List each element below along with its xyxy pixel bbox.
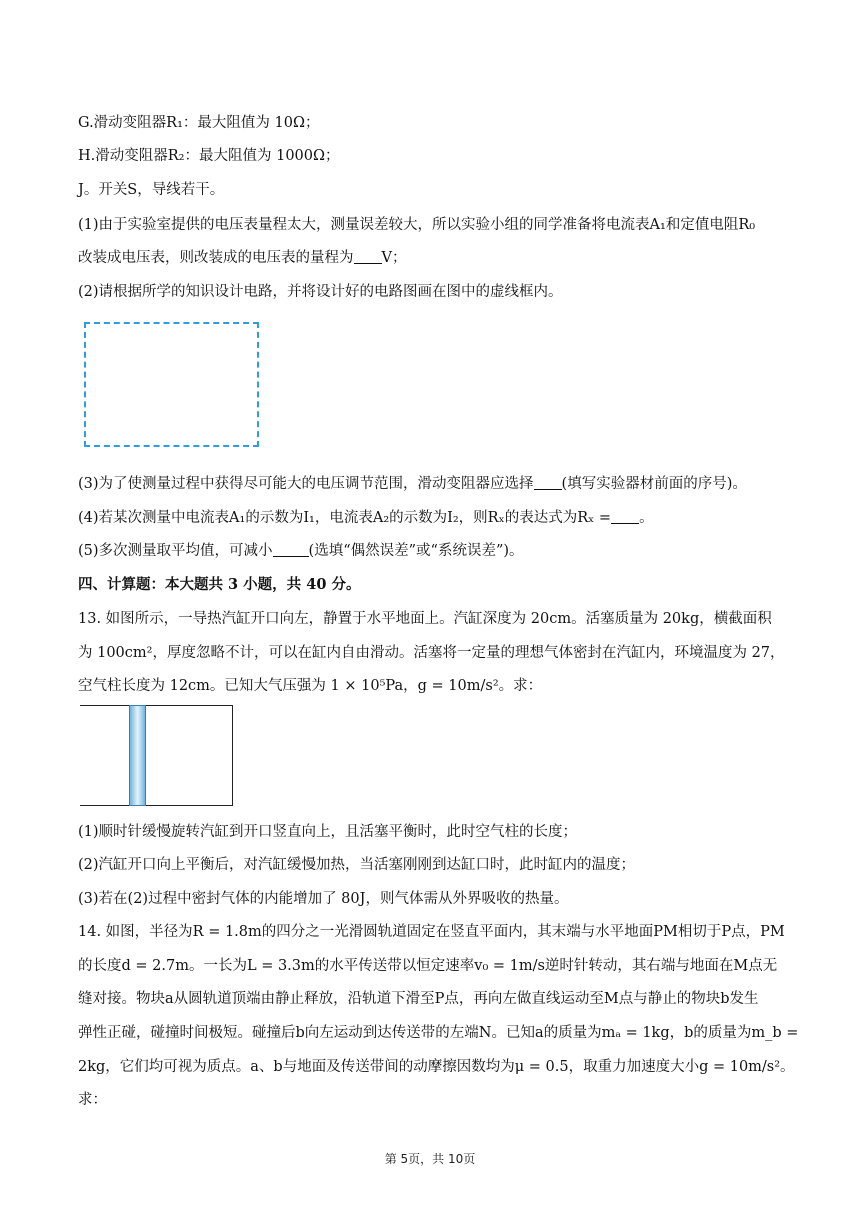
p13-q3: (3)若在(2)过程中密封气体的内能增加了 80J，则气体需从外界吸收的热量。 bbox=[78, 891, 569, 907]
answer-blank bbox=[534, 475, 562, 490]
p14-line-4: 弹性正碰，碰撞时间极短。碰撞后b向左运动到达传送带的左端N。已知a的质量为mₐ = 1kg，b的质量为m_b = bbox=[78, 1025, 799, 1041]
piston-figure bbox=[129, 705, 146, 806]
p13-line-1: 13. 如图所示，一导热汽缸开口向左，静置于水平地面上。汽缸深度为 20cm。活塞质量为 20kg，横截面积 bbox=[78, 611, 772, 627]
q1-line-1: (1)由于实验室提供的电压表量程太大，测量误差较大，所以实验小组的同学准备将电流表A₁和定值电阻R₀ bbox=[78, 217, 756, 233]
page-footer: 第 5页，共 10页 bbox=[384, 1152, 476, 1166]
p13-line-3: 空气柱长度为 12cm。已知大气压强为 1 × 10⁵Pa，g = 10m/s²。求： bbox=[78, 678, 543, 694]
answer-blank bbox=[354, 249, 382, 264]
p14-line-3: 缝对接。物块a从圆轨道顶端由静止释放，沿轨道下滑至P点，再向左做直线运动至M点与静止的物块b发生 bbox=[78, 991, 759, 1007]
q3-note: (填写实验器材前面的序号)。 bbox=[561, 476, 747, 492]
item-g: G.滑动变阻器R₁：最大阻值为 10Ω； bbox=[78, 115, 320, 131]
answer-blank bbox=[611, 509, 639, 524]
cylinder-figure bbox=[80, 705, 233, 806]
p13-q2: (2)汽缸开口向上平衡后，对汽缸缓慢加热，当活塞刚刚到达缸口时，此时缸内的温度； bbox=[78, 857, 636, 873]
p14-line-6: 求： bbox=[78, 1092, 107, 1108]
q4-text: (4)若某次测量中电流表A₁的示数为I₁，电流表A₂的示数为I₂，则Rₓ的表达式为Rₓ = bbox=[78, 510, 612, 526]
p13-q1: (1)顺时针缓慢旋转汽缸到开口竖直向上，且活塞平衡时，此时空气柱的长度； bbox=[78, 824, 578, 840]
q3-line bbox=[78, 474, 747, 494]
item-h: H.滑动变阻器R₂：最大阻值为 1000Ω； bbox=[78, 148, 340, 164]
q3-text: (3)为了使测量过程中获得尽可能大的电压调节范围，滑动变阻器应选择 bbox=[78, 476, 534, 492]
q5-note: (选填“偶然误差”或“系统误差”)。 bbox=[308, 543, 524, 559]
section-heading: 四、计算题：本大题共 3 小题，共 40 分。 bbox=[78, 576, 361, 593]
q1-line-2 bbox=[78, 248, 406, 268]
item-j: J。开关S，导线若干。 bbox=[78, 182, 225, 198]
q4-end: 。 bbox=[639, 510, 654, 526]
p13-line-2: 为 100cm²，厚度忽略不计，可以在缸内自由滑动。活塞将一定量的理想气体密封在汽缸内，环境温度为 27， bbox=[78, 645, 785, 661]
answer-blank bbox=[273, 542, 309, 557]
q5-line bbox=[78, 541, 524, 561]
p14-line-5: 2kg，它们均可视为质点。a、b与地面及传送带间的动摩擦因数均为μ = 0.5，取重力加速度大小g = 10m/s²。 bbox=[78, 1059, 795, 1075]
p14-line-2: 的长度d = 2.7m。一长为L = 3.3m的水平传送带以恒定速率v₀ = 1m/s逆时针转动，其右端与地面在M点无 bbox=[78, 958, 778, 974]
q1-text: 改装成电压表，则改装成的电压表的量程为 bbox=[78, 250, 354, 266]
q1-unit: V； bbox=[381, 250, 407, 266]
p14-line-1: 14. 如图，半径为R = 1.8m的四分之一光滑圆轨道固定在竖直平面内，其末端与水平地面PM相切于P点，PM bbox=[78, 924, 785, 940]
q2-line: (2)请根据所学的知识设计电路，并将设计好的电路图画在图中的虚线框内。 bbox=[78, 284, 563, 300]
q4-line bbox=[78, 508, 654, 528]
circuit-dashed-box bbox=[84, 322, 259, 447]
q5-text: (5)多次测量取平均值，可减小 bbox=[78, 543, 273, 559]
